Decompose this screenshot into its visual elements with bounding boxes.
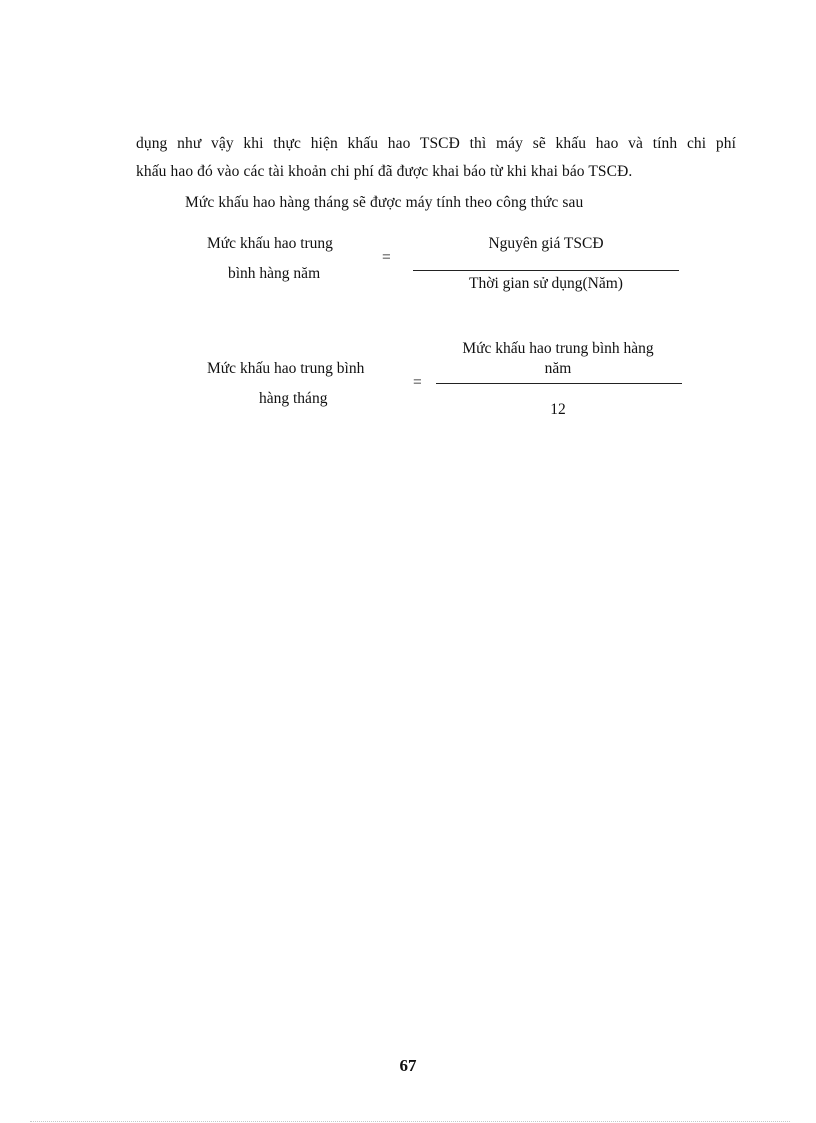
formula-annual-lhs-line1: Mức khấu hao trung xyxy=(207,235,333,252)
formula-monthly-equals: = xyxy=(413,374,422,391)
formula-monthly-numerator-line1: Mức khấu hao trung bình hàng xyxy=(462,340,654,357)
formula-monthly-lhs-line2: hàng tháng xyxy=(259,390,328,407)
page-number: 67 xyxy=(399,1056,417,1075)
formula-monthly-denominator: 12 xyxy=(550,401,566,418)
formula-annual-fraction-bar xyxy=(413,270,679,271)
formula-annual-numerator: Nguyên giá TSCĐ xyxy=(488,235,604,252)
paragraph-line-1: dụng như vậy khi thực hiện khấu hao TSCĐ thì máy sẽ khấu hao và tính chi phí xyxy=(136,135,736,152)
formula-annual-equals: = xyxy=(382,249,391,266)
paragraph-line-2: khấu hao đó vào các tài khoản chi phí đã được khai báo từ khi khai báo TSCĐ. xyxy=(136,163,633,180)
formula-monthly-numerator-line2: năm xyxy=(544,360,572,377)
paragraph-line-3: Mức khấu hao hàng tháng sẽ được máy tính theo công thức sau xyxy=(185,194,584,211)
formula-monthly-lhs-line1: Mức khấu hao trung bình xyxy=(207,360,365,377)
page-bottom-dotted-divider xyxy=(30,1121,790,1122)
formula-annual-lhs-line2: bình hàng năm xyxy=(228,265,321,282)
formula-monthly-fraction-bar xyxy=(436,383,682,384)
formula-annual-denominator: Thời gian sử dụng(Năm) xyxy=(469,275,623,292)
